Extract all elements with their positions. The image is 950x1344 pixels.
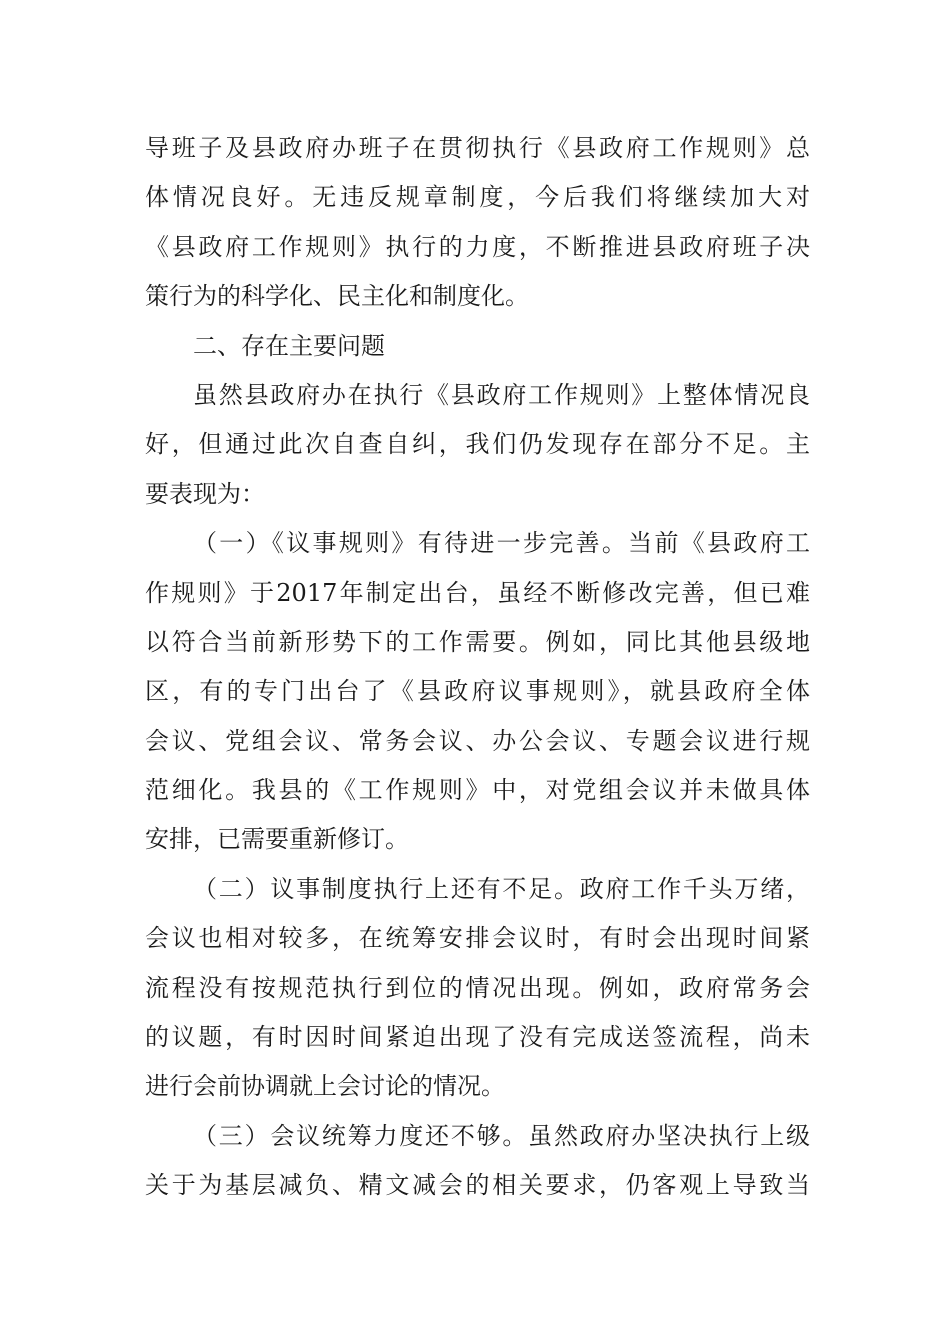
text-line: 要表现为： <box>145 479 265 508</box>
text-line: 导班子及县政府办班子在贯彻执行《县政府工作规则》总 <box>145 134 810 162</box>
text-line: 《县政府工作规则》执行的力度，不断推进县政府班子决 <box>145 232 810 261</box>
text-line: 作规则》于2017年制定出台，虽经不断修改完善，但已难 <box>145 578 810 607</box>
text-line: 策行为的科学化、民主化和制度化。 <box>145 282 529 311</box>
text-line: 的议题，有时因时间紧迫出现了没有完成送签流程，尚未 <box>145 1023 810 1052</box>
text-line: 范细化。我县的《工作规则》中，对党组会议并未做具体 <box>145 776 810 805</box>
text-line: 好，但通过此次自查自纠，我们仍发现存在部分不足。主 <box>145 430 810 459</box>
text-line: 虽然县政府办在执行《县政府工作规则》上整体情况良 <box>193 380 810 409</box>
text-line: （三）会议统筹力度还不够。虽然政府办坚决执行上级 <box>193 1121 810 1150</box>
text-line: 体情况良好。无违反规章制度，今后我们将继续加大对 <box>145 183 810 212</box>
text-line: 会议、党组会议、常务会议、办公会议、专题会议进行规 <box>145 726 810 755</box>
text-line: 进行会前协调就上会讨论的情况。 <box>145 1072 505 1101</box>
section-heading: 二、存在主要问题 <box>193 331 385 360</box>
text-line: 以符合当前新形势下的工作需要。例如，同比其他县级地 <box>145 627 810 656</box>
text-line: 会议也相对较多，在统筹安排会议时，有时会出现时间紧 <box>145 924 810 953</box>
text-line: （一）《议事规则》有待进一步完善。当前《县政府工 <box>193 529 810 558</box>
text-line: 流程没有按规范执行到位的情况出现。例如，政府常务会 <box>145 973 810 1002</box>
text-line: 关于为基层减负、精文减会的相关要求，仍客观上导致当 <box>145 1171 810 1200</box>
text-line: 安排，已需要重新修订。 <box>145 825 409 854</box>
text-line: （二）议事制度执行上还有不足。政府工作千头万绪， <box>193 874 810 903</box>
text-line: 区，有的专门出台了《县政府议事规则》，就县政府全体 <box>145 677 810 706</box>
document-body <box>145 124 810 1211</box>
